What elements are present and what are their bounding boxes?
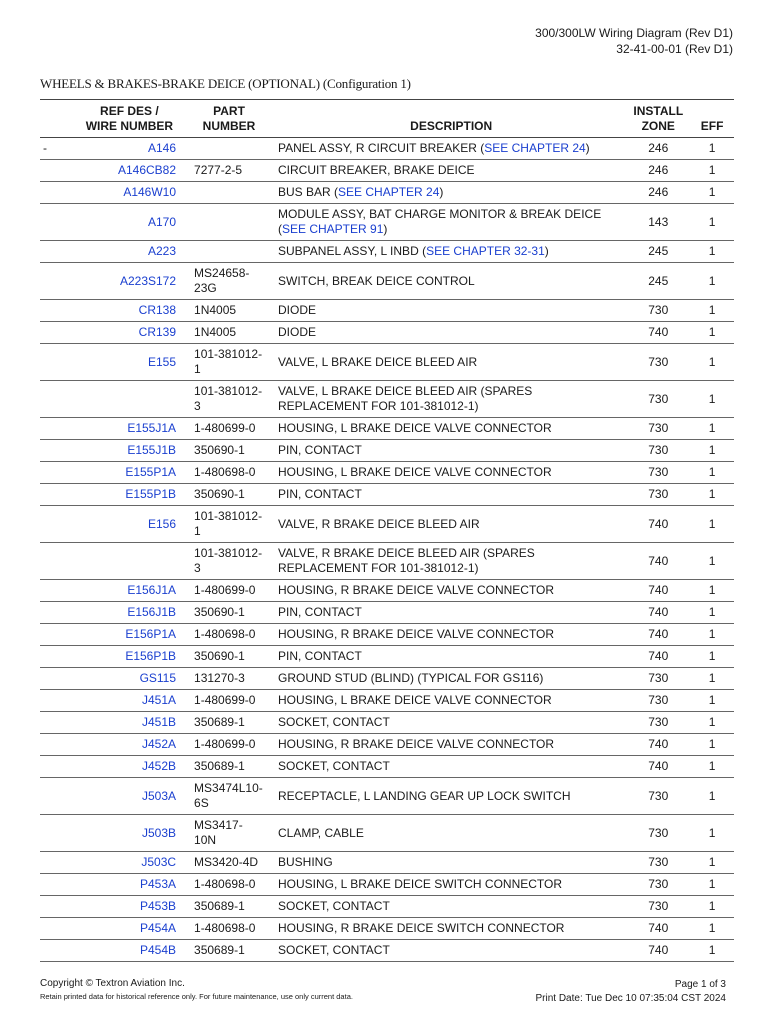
install-zone: 740 xyxy=(626,602,690,624)
table-row xyxy=(40,940,734,962)
column-header-eff: EFF xyxy=(690,100,734,138)
effectivity: 1 xyxy=(690,602,734,624)
document-header xyxy=(535,25,733,57)
row-change-mark xyxy=(40,241,67,263)
part-number: 1-480698-0 xyxy=(190,918,266,940)
description-text: SOCKET, CONTACT xyxy=(278,899,390,913)
ref-des-link[interactable]: E156P1B xyxy=(67,646,190,668)
description xyxy=(266,874,626,896)
row-change-mark xyxy=(40,896,67,918)
description-text: HOUSING, R BRAKE DEICE VALVE CONNECTOR xyxy=(278,737,555,751)
description xyxy=(266,204,626,241)
footer-left xyxy=(40,978,353,1001)
table-row xyxy=(40,646,734,668)
description-text: PANEL ASSY, R CIRCUIT BREAKER ( xyxy=(278,141,485,155)
description xyxy=(266,624,626,646)
description xyxy=(266,241,626,263)
description xyxy=(266,602,626,624)
ref-des-link[interactable]: J503A xyxy=(67,778,190,815)
effectivity: 1 xyxy=(690,896,734,918)
ref-des-link xyxy=(67,381,190,418)
part-number: 1-480699-0 xyxy=(190,418,266,440)
description-text: SOCKET, CONTACT xyxy=(278,943,390,957)
part-number: 350689-1 xyxy=(190,940,266,962)
table-row xyxy=(40,896,734,918)
part-number xyxy=(190,204,266,241)
description xyxy=(266,668,626,690)
part-number: 7277-2-5 xyxy=(190,160,266,182)
description-text: HOUSING, R BRAKE DEICE SWITCH CONNECTOR xyxy=(278,921,565,935)
install-zone: 730 xyxy=(626,418,690,440)
description xyxy=(266,940,626,962)
chapter-reference-link[interactable]: SEE CHAPTER 24 xyxy=(338,185,440,199)
ref-des-link[interactable]: J452B xyxy=(67,756,190,778)
effectivity: 1 xyxy=(690,918,734,940)
table-row xyxy=(40,874,734,896)
part-number: 1N4005 xyxy=(190,322,266,344)
ref-des-link[interactable]: E156J1B xyxy=(67,602,190,624)
parts-table xyxy=(40,99,734,962)
ref-des-link[interactable]: E155J1B xyxy=(67,440,190,462)
install-zone: 730 xyxy=(626,778,690,815)
ref-des-link[interactable]: A223 xyxy=(67,241,190,263)
effectivity: 1 xyxy=(690,484,734,506)
ref-des-link[interactable]: J503C xyxy=(67,852,190,874)
description xyxy=(266,918,626,940)
effectivity: 1 xyxy=(690,690,734,712)
table-header-row xyxy=(40,100,734,138)
description-text: SOCKET, CONTACT xyxy=(278,759,390,773)
column-header-install-zone: INSTALL ZONE xyxy=(626,100,690,138)
description-text: PIN, CONTACT xyxy=(278,605,362,619)
part-number: MS3474L10-6S xyxy=(190,778,266,815)
description-text: HOUSING, L BRAKE DEICE VALVE CONNECTOR xyxy=(278,693,552,707)
table-row xyxy=(40,852,734,874)
install-zone: 730 xyxy=(626,462,690,484)
ref-des-link[interactable]: E155 xyxy=(67,344,190,381)
ref-des-link[interactable]: CR139 xyxy=(67,322,190,344)
description xyxy=(266,138,626,160)
description xyxy=(266,506,626,543)
install-zone: 730 xyxy=(626,440,690,462)
copyright-text: Copyright © Textron Aviation Inc. xyxy=(40,978,185,989)
effectivity: 1 xyxy=(690,418,734,440)
ref-des-link[interactable]: E155P1A xyxy=(67,462,190,484)
description-text: PIN, CONTACT xyxy=(278,649,362,663)
description-text: HOUSING, R BRAKE DEICE VALVE CONNECTOR xyxy=(278,583,555,597)
row-change-mark xyxy=(40,440,67,462)
column-header-part-number: PART NUMBER xyxy=(190,100,266,138)
description xyxy=(266,690,626,712)
effectivity: 1 xyxy=(690,138,734,160)
description-suffix: ) xyxy=(585,141,590,155)
description xyxy=(266,300,626,322)
part-number: 101-381012-3 xyxy=(190,543,266,580)
effectivity: 1 xyxy=(690,815,734,852)
row-change-mark xyxy=(40,815,67,852)
description-text: BUS BAR ( xyxy=(278,185,339,199)
install-zone: 730 xyxy=(626,874,690,896)
table-row xyxy=(40,602,734,624)
install-zone: 740 xyxy=(626,506,690,543)
footer-right xyxy=(536,978,727,1006)
chapter-reference-link[interactable]: SEE CHAPTER 91 xyxy=(282,222,384,236)
part-number: 350690-1 xyxy=(190,484,266,506)
part-number: 101-381012-1 xyxy=(190,344,266,381)
description xyxy=(266,462,626,484)
effectivity: 1 xyxy=(690,462,734,484)
install-zone: 246 xyxy=(626,160,690,182)
install-zone: 730 xyxy=(626,668,690,690)
part-number: 101-381012-3 xyxy=(190,381,266,418)
description-text: RECEPTACLE, L LANDING GEAR UP LOCK SWITCH xyxy=(278,788,571,803)
row-change-mark xyxy=(40,690,67,712)
table-row xyxy=(40,484,734,506)
row-change-mark xyxy=(40,778,67,815)
install-zone: 246 xyxy=(626,182,690,204)
description-suffix: ) xyxy=(439,185,444,199)
description xyxy=(266,182,626,204)
row-change-mark xyxy=(40,624,67,646)
effectivity: 1 xyxy=(690,440,734,462)
description xyxy=(266,734,626,756)
effectivity: 1 xyxy=(690,322,734,344)
row-change-mark xyxy=(40,602,67,624)
description-text: VALVE, L BRAKE DEICE BLEED AIR xyxy=(278,354,478,369)
part-number xyxy=(190,138,266,160)
part-number: 1-480698-0 xyxy=(190,874,266,896)
document-title: 300/300LW Wiring Diagram (Rev D1) xyxy=(535,26,733,40)
table-row xyxy=(40,138,734,160)
description-text: CIRCUIT BREAKER, BRAKE DEICE xyxy=(278,163,475,177)
install-zone: 730 xyxy=(626,381,690,418)
part-number: 350690-1 xyxy=(190,440,266,462)
description xyxy=(266,712,626,734)
description-text: CLAMP, CABLE xyxy=(278,825,364,840)
table-row xyxy=(40,241,734,263)
description xyxy=(266,778,626,815)
description-text: GROUND STUD (BLIND) (TYPICAL FOR GS116) xyxy=(278,671,544,685)
table-row xyxy=(40,300,734,322)
effectivity: 1 xyxy=(690,852,734,874)
install-zone: 730 xyxy=(626,300,690,322)
effectivity: 1 xyxy=(690,204,734,241)
description xyxy=(266,322,626,344)
table-row xyxy=(40,918,734,940)
effectivity: 1 xyxy=(690,756,734,778)
install-zone: 740 xyxy=(626,543,690,580)
row-change-mark xyxy=(40,874,67,896)
row-change-mark xyxy=(40,160,67,182)
ref-des-link[interactable]: E156P1A xyxy=(67,624,190,646)
part-number: 350689-1 xyxy=(190,896,266,918)
row-change-mark xyxy=(40,462,67,484)
part-number: 1-480698-0 xyxy=(190,624,266,646)
description xyxy=(266,896,626,918)
description xyxy=(266,440,626,462)
description-text: PIN, CONTACT xyxy=(278,487,362,501)
table-row xyxy=(40,668,734,690)
description-text: DIODE xyxy=(278,303,317,317)
effectivity: 1 xyxy=(690,874,734,896)
ref-des-link xyxy=(67,543,190,580)
effectivity: 1 xyxy=(690,300,734,322)
install-zone: 740 xyxy=(626,756,690,778)
row-change-mark xyxy=(40,344,67,381)
part-number: MS3417-10N xyxy=(190,815,266,852)
ref-des-link[interactable]: J452A xyxy=(67,734,190,756)
effectivity: 1 xyxy=(690,646,734,668)
description-suffix: ) xyxy=(383,222,388,236)
part-number xyxy=(190,241,266,263)
table-row xyxy=(40,344,734,381)
part-number: 101-381012-1 xyxy=(190,506,266,543)
ref-des-link[interactable]: J451A xyxy=(67,690,190,712)
description-text: MODULE ASSY, BAT CHARGE MONITOR & BREAK DEICE ( xyxy=(278,207,602,236)
ref-des-link[interactable]: E156J1A xyxy=(67,580,190,602)
effectivity: 1 xyxy=(690,182,734,204)
column-header-description: DESCRIPTION xyxy=(266,100,626,138)
part-number: MS24658-23G xyxy=(190,263,266,300)
table-row xyxy=(40,462,734,484)
description xyxy=(266,344,626,381)
description-text: HOUSING, L BRAKE DEICE VALVE CONNECTOR xyxy=(278,465,552,479)
row-change-mark xyxy=(40,712,67,734)
table-row xyxy=(40,624,734,646)
ref-des-link[interactable]: P454A xyxy=(67,918,190,940)
row-change-mark xyxy=(40,543,67,580)
table-row xyxy=(40,734,734,756)
part-number: 1-480699-0 xyxy=(190,690,266,712)
row-change-mark xyxy=(40,646,67,668)
table-row xyxy=(40,815,734,852)
chapter-reference-link[interactable]: SEE CHAPTER 24 xyxy=(484,141,586,155)
ref-des-link[interactable]: J451B xyxy=(67,712,190,734)
section-title: WHEELS & BRAKES-BRAKE DEICE (OPTIONAL) (Configuration 1) xyxy=(40,76,411,91)
ref-des-link[interactable]: E156 xyxy=(67,506,190,543)
table-row xyxy=(40,778,734,815)
effectivity: 1 xyxy=(690,506,734,543)
effectivity: 1 xyxy=(690,668,734,690)
install-zone: 730 xyxy=(626,852,690,874)
install-zone: 730 xyxy=(626,344,690,381)
page-number: Page 1 of 3 xyxy=(674,979,726,990)
effectivity: 1 xyxy=(690,734,734,756)
table-row xyxy=(40,543,734,580)
install-zone: 143 xyxy=(626,204,690,241)
ref-des-link[interactable]: P454B xyxy=(67,940,190,962)
description xyxy=(266,756,626,778)
row-change-mark xyxy=(40,381,67,418)
description xyxy=(266,815,626,852)
part-number: 1-480699-0 xyxy=(190,734,266,756)
part-number: 131270-3 xyxy=(190,668,266,690)
print-date: Print Date: Tue Dec 10 07:35:04 CST 2024 xyxy=(535,993,726,1004)
install-zone: 730 xyxy=(626,896,690,918)
description-text: HOUSING, L BRAKE DEICE SWITCH CONNECTOR xyxy=(278,877,563,891)
table-row xyxy=(40,756,734,778)
table-row xyxy=(40,580,734,602)
ref-des-link[interactable]: A146 xyxy=(67,138,190,160)
ref-des-link[interactable]: CR138 xyxy=(67,300,190,322)
effectivity: 1 xyxy=(690,712,734,734)
description-text: SOCKET, CONTACT xyxy=(278,715,390,729)
part-number: 1-480698-0 xyxy=(190,462,266,484)
table-row xyxy=(40,690,734,712)
effectivity: 1 xyxy=(690,381,734,418)
ref-des-link[interactable]: P453A xyxy=(67,874,190,896)
install-zone: 730 xyxy=(626,815,690,852)
install-zone: 740 xyxy=(626,940,690,962)
install-zone: 245 xyxy=(626,263,690,300)
row-change-mark xyxy=(40,756,67,778)
effectivity: 1 xyxy=(690,263,734,300)
description-text: SUBPANEL ASSY, L INBD ( xyxy=(278,244,427,258)
effectivity: 1 xyxy=(690,160,734,182)
part-number: 350689-1 xyxy=(190,756,266,778)
ref-des-link[interactable]: A146CB82 xyxy=(67,160,190,182)
install-zone: 740 xyxy=(626,624,690,646)
row-change-mark xyxy=(40,182,67,204)
effectivity: 1 xyxy=(690,580,734,602)
ref-des-link[interactable]: GS115 xyxy=(67,668,190,690)
ref-des-link[interactable]: A146W10 xyxy=(67,182,190,204)
part-number: 1N4005 xyxy=(190,300,266,322)
description xyxy=(266,418,626,440)
table-row xyxy=(40,322,734,344)
install-zone: 246 xyxy=(626,138,690,160)
table-row xyxy=(40,712,734,734)
effectivity: 1 xyxy=(690,624,734,646)
description xyxy=(266,160,626,182)
table-row xyxy=(40,381,734,418)
description-text: PIN, CONTACT xyxy=(278,443,362,457)
description xyxy=(266,543,626,580)
table-row xyxy=(40,506,734,543)
table-row xyxy=(40,263,734,300)
effectivity: 1 xyxy=(690,778,734,815)
column-header-ref-des: REF DES / WIRE NUMBER xyxy=(67,100,190,138)
part-number: MS3420-4D xyxy=(190,852,266,874)
description-text: VALVE, R BRAKE DEICE BLEED AIR (SPARES REPLACEMENT FOR 101-381012-1) xyxy=(278,546,535,575)
document-reference: 32-41-00-01 (Rev D1) xyxy=(616,42,733,56)
install-zone: 245 xyxy=(626,241,690,263)
part-number: 350689-1 xyxy=(190,712,266,734)
install-zone: 730 xyxy=(626,712,690,734)
ref-des-link[interactable]: J503B xyxy=(67,815,190,852)
ref-des-link[interactable]: E155J1A xyxy=(67,418,190,440)
table-row xyxy=(40,182,734,204)
row-change-mark xyxy=(40,204,67,241)
effectivity: 1 xyxy=(690,344,734,381)
ref-des-link[interactable]: A223S172 xyxy=(67,263,190,300)
table-row xyxy=(40,160,734,182)
row-change-mark xyxy=(40,484,67,506)
row-change-mark xyxy=(40,580,67,602)
ref-des-link[interactable]: A170 xyxy=(67,204,190,241)
retention-notice: Retain printed data for historical reference only. For future maintenance, use only current data. xyxy=(40,992,353,1001)
description-text: DIODE xyxy=(278,325,317,339)
row-change-mark xyxy=(40,300,67,322)
row-change-mark xyxy=(40,852,67,874)
table-row xyxy=(40,204,734,241)
install-zone: 740 xyxy=(626,322,690,344)
row-change-mark xyxy=(40,668,67,690)
install-zone: 740 xyxy=(626,734,690,756)
chapter-reference-link[interactable]: SEE CHAPTER 32-31 xyxy=(426,244,545,258)
description-text: BUSHING xyxy=(278,855,333,869)
install-zone: 730 xyxy=(626,690,690,712)
row-change-mark xyxy=(40,506,67,543)
description-text: HOUSING, R BRAKE DEICE VALVE CONNECTOR xyxy=(278,627,555,641)
description xyxy=(266,580,626,602)
description-text: VALVE, L BRAKE DEICE BLEED AIR (SPARES REPLACEMENT FOR 101-381012-1) xyxy=(278,384,533,413)
description-suffix: ) xyxy=(544,244,549,258)
row-change-mark xyxy=(40,418,67,440)
part-number: 1-480699-0 xyxy=(190,580,266,602)
description xyxy=(266,263,626,300)
install-zone: 730 xyxy=(626,484,690,506)
row-change-mark xyxy=(40,940,67,962)
effectivity: 1 xyxy=(690,543,734,580)
table-row xyxy=(40,418,734,440)
effectivity: 1 xyxy=(690,940,734,962)
effectivity: 1 xyxy=(690,241,734,263)
part-number xyxy=(190,182,266,204)
part-number: 350690-1 xyxy=(190,646,266,668)
description-text: HOUSING, L BRAKE DEICE VALVE CONNECTOR xyxy=(278,421,552,435)
row-change-mark xyxy=(40,322,67,344)
row-change-mark xyxy=(40,734,67,756)
install-zone: 740 xyxy=(626,580,690,602)
row-change-mark xyxy=(40,918,67,940)
table-row xyxy=(40,440,734,462)
description xyxy=(266,484,626,506)
description-text: VALVE, R BRAKE DEICE BLEED AIR xyxy=(278,516,480,531)
column-header-mark xyxy=(40,100,67,138)
row-change-mark xyxy=(40,263,67,300)
ref-des-link[interactable]: P453B xyxy=(67,896,190,918)
row-change-mark: - xyxy=(40,138,67,160)
install-zone: 740 xyxy=(626,646,690,668)
part-number: 350690-1 xyxy=(190,602,266,624)
install-zone: 740 xyxy=(626,918,690,940)
description xyxy=(266,381,626,418)
description xyxy=(266,852,626,874)
ref-des-link[interactable]: E155P1B xyxy=(67,484,190,506)
description xyxy=(266,646,626,668)
description-text: SWITCH, BREAK DEICE CONTROL xyxy=(278,273,475,288)
